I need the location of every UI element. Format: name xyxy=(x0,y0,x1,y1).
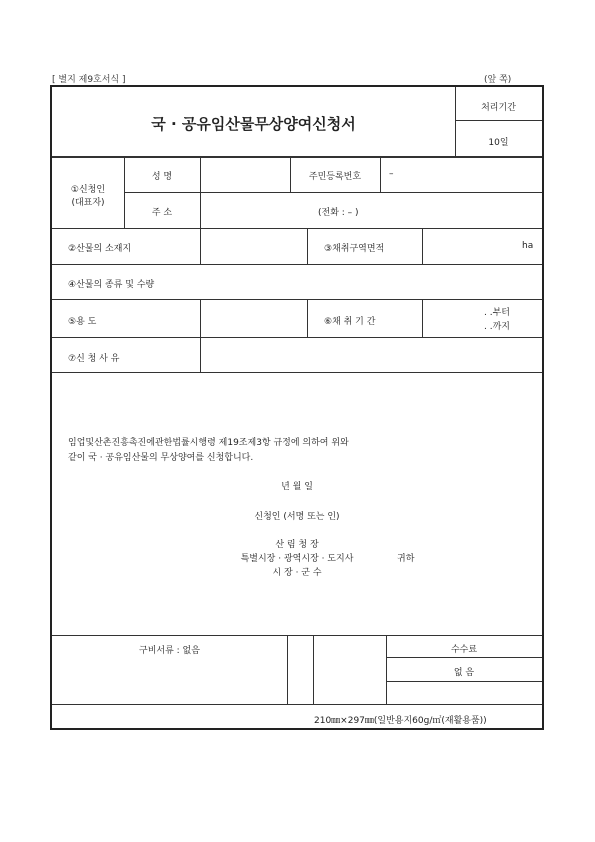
addressee-forest-service: 산 림 청 장 xyxy=(275,540,319,550)
form-title: 국 · 공유임산물무상양여신청서 xyxy=(151,115,356,133)
divider xyxy=(52,372,542,373)
name-label: 성 명 xyxy=(151,172,173,182)
use-label: ⑤용 도 xyxy=(68,317,97,327)
divider xyxy=(386,681,542,682)
divider xyxy=(52,635,542,636)
name-field[interactable] xyxy=(201,158,289,191)
divider xyxy=(313,635,314,705)
divider xyxy=(386,657,542,658)
paper-specification: 210㎜×297㎜(일반용지60g/㎡(재활용품)) xyxy=(314,716,487,726)
processing-period-value: 10일 xyxy=(488,138,509,148)
phone-field[interactable]: (전화 : – ) xyxy=(318,208,359,218)
page-side-label: (앞 쪽) xyxy=(484,75,512,85)
location-label: ②산물의 소재지 xyxy=(68,244,132,254)
addressee-honorific: 귀하 xyxy=(397,554,415,564)
type-quantity-label: ④산물의 종류 및 수량 xyxy=(68,280,155,290)
address-field[interactable] xyxy=(201,193,541,227)
fee-label: 수수료 xyxy=(450,645,478,655)
form-number: [ 별지 제9호서식 ] xyxy=(52,75,126,85)
period-from-field[interactable]: . .부터 xyxy=(484,308,510,318)
application-date: 년 월 일 xyxy=(281,482,313,492)
divider xyxy=(422,299,423,337)
addressee-mayors: 시 장 · 군 수 xyxy=(272,568,322,578)
divider xyxy=(307,228,308,264)
addressee-governors: 특별시장 · 광역시장 · 도지사 xyxy=(240,554,354,564)
fee-value: 없 음 xyxy=(453,668,475,678)
divider xyxy=(52,156,542,158)
divider xyxy=(380,157,381,192)
harvest-period-label: ⑥채 취 기 간 xyxy=(324,317,376,327)
location-field[interactable] xyxy=(201,229,306,263)
divider xyxy=(455,120,542,121)
period-to-field[interactable]: . .까지 xyxy=(484,322,510,332)
divider xyxy=(307,299,308,337)
harvest-area-unit: ha xyxy=(522,241,534,251)
reason-field[interactable] xyxy=(201,338,541,371)
divider xyxy=(422,228,423,264)
divider xyxy=(287,635,288,705)
processing-period-label: 처리기간 xyxy=(481,103,516,113)
harvest-area-label: ③채취구역면적 xyxy=(324,244,385,254)
required-documents: 구비서류 : 없음 xyxy=(139,646,200,656)
statement-line-1: 임업및산촌진흥촉진에관한법률시행령 제19조제3항 규정에 의하여 위와 xyxy=(68,438,349,448)
use-field[interactable] xyxy=(201,300,306,336)
resident-number-label: 주민등록번호 xyxy=(308,172,362,182)
applicant-representative-label: (대표자) xyxy=(71,198,105,208)
type-quantity-field[interactable] xyxy=(201,265,541,298)
reason-label: ⑦신 청 사 유 xyxy=(68,354,120,364)
divider xyxy=(52,704,542,705)
address-label: 주 소 xyxy=(151,208,173,218)
resident-number-field[interactable]: – xyxy=(389,169,394,179)
application-form xyxy=(50,85,544,730)
applicant-signature: 신청인 (서명 또는 인) xyxy=(254,512,340,522)
statement-line-2: 같이 국 · 공유임산물의 무상양여를 신청합니다. xyxy=(68,453,254,463)
applicant-label: ①신청인 xyxy=(70,185,106,195)
